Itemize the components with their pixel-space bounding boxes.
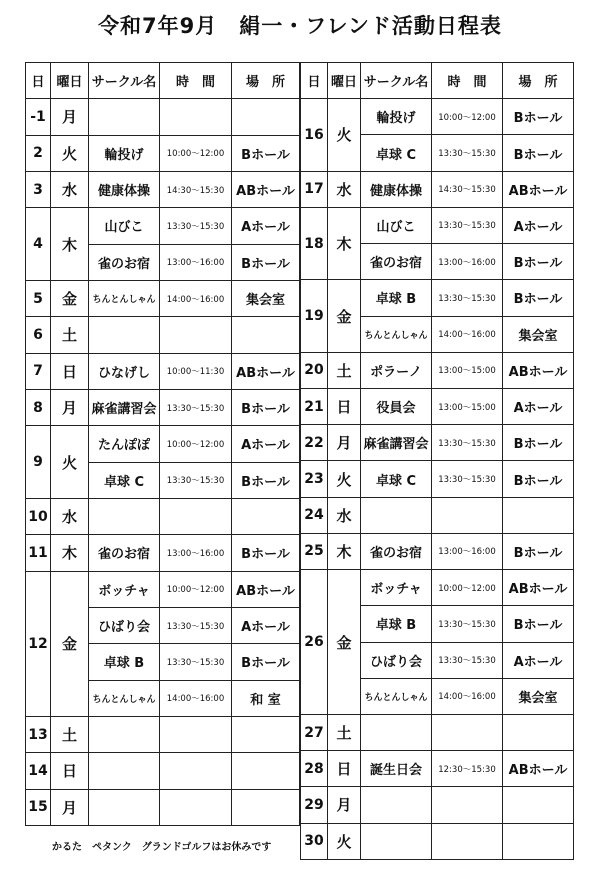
weekday: 火 (51, 426, 89, 499)
circle-name: 雀のお宿 (361, 533, 432, 569)
weekday: 水 (328, 497, 361, 533)
time-range: 10:00～12:00 (160, 571, 232, 607)
circle-name: 雀のお宿 (89, 535, 160, 571)
place-name: Bホール (503, 461, 574, 497)
weekday: 火 (328, 823, 361, 859)
weekday: 月 (328, 425, 361, 461)
circle-name: 卓球 B (361, 606, 432, 642)
day-number: 4 (26, 208, 51, 281)
time-range (432, 787, 503, 823)
circle-name: 麻雀講習会 (89, 389, 160, 425)
table-row (26, 208, 300, 244)
weekday: 月 (328, 787, 361, 823)
weekday: 火 (328, 461, 361, 497)
table-row (301, 533, 574, 569)
day-number: 9 (26, 426, 51, 499)
place-name: Bホール (503, 425, 574, 461)
time-range (432, 714, 503, 750)
header-circle: サークル名 (89, 63, 160, 99)
header-circle: サークル名 (361, 63, 432, 99)
weekday: 水 (328, 171, 361, 207)
day-number: 16 (301, 99, 328, 171)
place-name: Aホール (232, 426, 300, 462)
table-row (301, 570, 574, 606)
time-range: 13:30～15:30 (432, 280, 503, 316)
day-number: 22 (301, 425, 328, 461)
place-name: Bホール (503, 135, 574, 171)
time-range: 10:00～12:00 (432, 570, 503, 606)
table-row (301, 751, 574, 787)
circle-name: 雀のお宿 (89, 244, 160, 280)
day-number: 24 (301, 497, 328, 533)
place-name: Bホール (232, 389, 300, 425)
schedule-body-right (301, 63, 574, 860)
time-range: 10:00～12:00 (160, 426, 232, 462)
place-name: Bホール (503, 533, 574, 569)
weekday: 土 (328, 352, 361, 388)
day-number: 6 (26, 317, 51, 353)
circle-name: ポラーノ (361, 352, 432, 388)
weekday: 金 (328, 280, 361, 352)
place-name (232, 716, 300, 752)
circle-name: 麻雀講習会 (361, 425, 432, 461)
time-range (160, 498, 232, 534)
place-name: ABホール (232, 571, 300, 607)
place-name (503, 787, 574, 823)
table-row (301, 425, 574, 461)
weekday: 金 (51, 571, 89, 716)
circle-name: 卓球 C (89, 462, 160, 498)
header-time: 時 間 (432, 63, 503, 99)
day-number: 23 (301, 461, 328, 497)
weekday: 土 (51, 716, 89, 752)
place-name: ABホール (232, 171, 300, 207)
place-name: Bホール (503, 606, 574, 642)
circle-name (89, 753, 160, 789)
weekday: 金 (51, 280, 89, 316)
day-number: 2 (26, 135, 51, 171)
day-number: 29 (301, 787, 328, 823)
circle-name: 卓球 B (361, 280, 432, 316)
schedule-table-right (300, 62, 574, 860)
weekday: 土 (51, 317, 89, 353)
time-range: 13:00～16:00 (160, 535, 232, 571)
place-name: ABホール (503, 352, 574, 388)
weekday: 日 (328, 751, 361, 787)
weekday: 月 (51, 99, 89, 135)
weekday: 日 (51, 753, 89, 789)
weekday: 土 (328, 714, 361, 750)
place-name: Bホール (232, 644, 300, 680)
circle-name: 卓球 B (89, 644, 160, 680)
day-number: 11 (26, 535, 51, 571)
table-row (301, 714, 574, 750)
circle-name: ちんとんしゃん (89, 680, 160, 716)
table-row (26, 135, 300, 171)
day-number: 12 (26, 571, 51, 716)
day-number: 27 (301, 714, 328, 750)
time-range: 14:00～16:00 (160, 680, 232, 716)
place-name (232, 789, 300, 825)
time-range: 13:00～16:00 (432, 244, 503, 280)
place-name: Bホール (503, 244, 574, 280)
time-range: 14:00～16:00 (432, 316, 503, 352)
time-range (160, 789, 232, 825)
circle-name: 輪投げ (361, 99, 432, 135)
place-name: 和 室 (232, 680, 300, 716)
header-row (26, 63, 300, 99)
place-name: Bホール (503, 280, 574, 316)
time-range: 13:30～15:30 (432, 207, 503, 243)
table-row (26, 353, 300, 389)
table-row (26, 571, 300, 607)
place-name (232, 753, 300, 789)
circle-name (89, 716, 160, 752)
circle-name: 卓球 C (361, 461, 432, 497)
place-name: Bホール (232, 135, 300, 171)
time-range (432, 823, 503, 859)
time-range (160, 317, 232, 353)
table-row (301, 497, 574, 533)
schedule-table-left (25, 62, 300, 826)
weekday: 月 (51, 789, 89, 825)
circle-name: ちんとんしゃん (89, 280, 160, 316)
day-number: 17 (301, 171, 328, 207)
table-row (301, 461, 574, 497)
table-row (301, 171, 574, 207)
circle-name (361, 714, 432, 750)
table-row (301, 823, 574, 859)
header-place: 場 所 (503, 63, 574, 99)
time-range: 10:00～11:30 (160, 353, 232, 389)
weekday: 木 (328, 207, 361, 279)
time-range: 13:30～15:30 (160, 462, 232, 498)
day-number: 20 (301, 352, 328, 388)
header-weekday: 曜日 (51, 63, 89, 99)
circle-name (89, 317, 160, 353)
place-name (503, 714, 574, 750)
day-number: 21 (301, 388, 328, 424)
time-range: 13:30～15:30 (432, 135, 503, 171)
table-row (26, 716, 300, 752)
time-range: 13:30～15:30 (432, 461, 503, 497)
time-range (160, 753, 232, 789)
circle-name: 雀のお宿 (361, 244, 432, 280)
circle-name: 山びこ (361, 207, 432, 243)
circle-name: たんぽぽ (89, 426, 160, 462)
day-number: 18 (301, 207, 328, 279)
table-row (26, 99, 300, 135)
weekday: 水 (51, 171, 89, 207)
place-name: Bホール (503, 99, 574, 135)
place-name: Bホール (232, 535, 300, 571)
table-row (26, 426, 300, 462)
table-row (26, 389, 300, 425)
time-range: 14:30～15:30 (432, 171, 503, 207)
header-place: 場 所 (232, 63, 300, 99)
time-range: 13:00～15:00 (432, 388, 503, 424)
weekday: 金 (328, 570, 361, 715)
place-name: ABホール (503, 751, 574, 787)
place-name (503, 497, 574, 533)
table-row (301, 352, 574, 388)
page-title: 令和7年9月 絹一・フレンド活動日程表 (98, 14, 502, 38)
table-row (26, 171, 300, 207)
weekday: 日 (328, 388, 361, 424)
time-range: 10:00～12:00 (432, 99, 503, 135)
place-name: Aホール (503, 207, 574, 243)
table-row (26, 498, 300, 534)
time-range: 13:00～15:00 (432, 352, 503, 388)
day-number: 5 (26, 280, 51, 316)
circle-name: ひなげし (89, 353, 160, 389)
time-range: 10:00～12:00 (160, 135, 232, 171)
time-range: 14:00～16:00 (432, 678, 503, 714)
header-row (301, 63, 574, 99)
place-name: Bホール (232, 244, 300, 280)
weekday: 木 (51, 208, 89, 281)
day-number: 25 (301, 533, 328, 569)
day-number: 15 (26, 789, 51, 825)
place-name: Aホール (503, 642, 574, 678)
day-number: 19 (301, 280, 328, 352)
table-row (26, 280, 300, 316)
day-number: 30 (301, 823, 328, 859)
time-range (432, 497, 503, 533)
time-range (160, 99, 232, 135)
closure-note: かるた ペタンク グランドゴルフはお休みです (52, 842, 272, 853)
circle-name: ちんとんしゃん (361, 316, 432, 352)
place-name (503, 823, 574, 859)
time-range: 13:30～15:30 (432, 425, 503, 461)
time-range: 13:30～15:30 (432, 642, 503, 678)
weekday: 水 (51, 498, 89, 534)
day-number: 13 (26, 716, 51, 752)
circle-name: 健康体操 (89, 171, 160, 207)
circle-name: 役員会 (361, 388, 432, 424)
day-number: 7 (26, 353, 51, 389)
circle-name (89, 498, 160, 534)
table-row (26, 753, 300, 789)
time-range: 13:00～16:00 (432, 533, 503, 569)
time-range: 13:30～15:30 (160, 389, 232, 425)
day-number: 10 (26, 498, 51, 534)
day-number: 14 (26, 753, 51, 789)
table-row (26, 789, 300, 825)
place-name: 集会室 (232, 280, 300, 316)
place-name (232, 99, 300, 135)
day-number: 3 (26, 171, 51, 207)
table-row (301, 99, 574, 135)
weekday: 月 (51, 389, 89, 425)
circle-name (89, 789, 160, 825)
circle-name (89, 99, 160, 135)
circle-name (361, 823, 432, 859)
circle-name: ボッチャ (361, 570, 432, 606)
circle-name: 健康体操 (361, 171, 432, 207)
place-name: ABホール (503, 570, 574, 606)
circle-name: 山びこ (89, 208, 160, 244)
circle-name (361, 497, 432, 533)
day-number: -1 (26, 99, 51, 135)
place-name: ABホール (503, 171, 574, 207)
place-name: Aホール (503, 388, 574, 424)
time-range: 13:00～16:00 (160, 244, 232, 280)
time-range: 13:30～15:30 (160, 208, 232, 244)
table-row (301, 388, 574, 424)
place-name: ABホール (232, 353, 300, 389)
weekday: 火 (51, 135, 89, 171)
weekday: 木 (328, 533, 361, 569)
circle-name: ひばり会 (89, 607, 160, 643)
weekday: 木 (51, 535, 89, 571)
weekday: 火 (328, 99, 361, 171)
place-name: Aホール (232, 208, 300, 244)
place-name (232, 498, 300, 534)
time-range: 13:30～15:30 (432, 606, 503, 642)
header-time: 時 間 (160, 63, 232, 99)
time-range (160, 716, 232, 752)
header-weekday: 曜日 (328, 63, 361, 99)
schedule-body-left (26, 63, 300, 826)
header-day: 日 (26, 63, 51, 99)
circle-name: ひばり会 (361, 642, 432, 678)
table-row (301, 207, 574, 243)
table-row (26, 317, 300, 353)
time-range: 14:30～15:30 (160, 171, 232, 207)
place-name: Bホール (232, 462, 300, 498)
place-name (232, 317, 300, 353)
place-name: Aホール (232, 607, 300, 643)
circle-name: 誕生日会 (361, 751, 432, 787)
table-row (26, 535, 300, 571)
circle-name: 輪投げ (89, 135, 160, 171)
circle-name: ちんとんしゃん (361, 678, 432, 714)
time-range: 12:30～15:30 (432, 751, 503, 787)
table-row (301, 280, 574, 316)
circle-name (361, 787, 432, 823)
time-range: 14:00～16:00 (160, 280, 232, 316)
day-number: 28 (301, 751, 328, 787)
circle-name: ボッチャ (89, 571, 160, 607)
day-number: 26 (301, 570, 328, 715)
place-name: 集会室 (503, 678, 574, 714)
header-day: 日 (301, 63, 328, 99)
place-name: 集会室 (503, 316, 574, 352)
circle-name: 卓球 C (361, 135, 432, 171)
weekday: 日 (51, 353, 89, 389)
time-range: 13:30～15:30 (160, 644, 232, 680)
day-number: 8 (26, 389, 51, 425)
table-row (301, 787, 574, 823)
time-range: 13:30～15:30 (160, 607, 232, 643)
